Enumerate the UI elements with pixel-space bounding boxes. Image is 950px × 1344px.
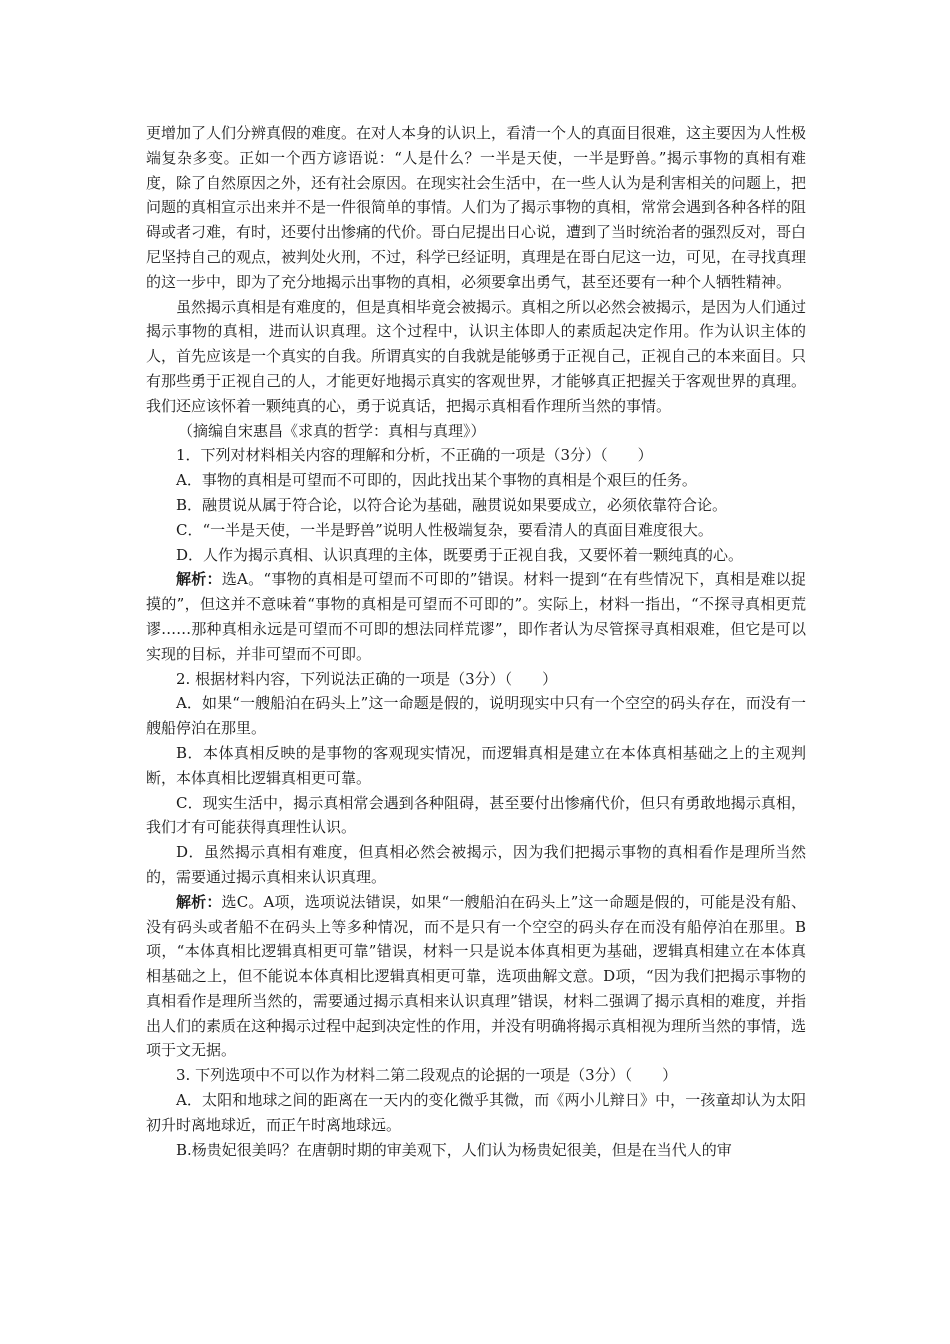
material-paragraph-1: 更增加了人们分辨真假的难度。在对人本身的认识上，看清一个人的真面目很难，这主要因为人性极端复杂多变。正如一个西方谚语说：“人是什么？一半是天使，一半是野兽。”揭示事物的真相有难度，除了自然原因之外，还有社会原因。在现实社会生活中，在一些人认为是利害相关的问题上，把问题的真相宣示出来并不是一件很简单的事情。人们为了揭示事物的真相，常常会遇到各种各样的阻碍或者刁难，有时，还要付出惨痛的代价。哥白尼提出日心说，遭到了当时统治者的强烈反对，哥白尼坚持自己的观点，被判处火刑，不过，科学已经证明，真理是在哥白尼这一边，可见，在寻找真理的这一步中，即为了充分地揭示出事物的真相，必须要拿出勇气，甚至还要有一种个人牺牲精神。 (146, 124, 807, 291)
q1-option-a: A．事物的真相是可望而不可即的，因此找出某个事物的真相是个艰巨的任务。 (176, 471, 697, 490)
material-source: （摘编自宋惠昌《求真的哲学：真相与真理》） (178, 421, 486, 440)
q2-stem: 2. 根据材料内容，下列说法正确的一项是（3分）（ ） (176, 669, 558, 688)
q2-analysis (146, 890, 806, 1064)
q2-option-d: D．虽然揭示真相有难度，但真相必然会被揭示，因为我们把揭示事物的真相看作是理所当然的，需要通过揭示真相来认识真理。 (146, 843, 806, 886)
q2-analysis-text: 选C。A项，选项说法错误，如果“一艘船泊在码头上”这一命题是假的，可能是没有船、没有码头或者船不在码头上等多种情况，而不是只有一个空空的码头存在而没有船停泊在那里。B项，“本体真相比逻辑真相更可靠”错误，材料一只是说本体真相更为基础，逻辑真相建立在本体真相基础之上，但不能说本体真相比逻辑真相更可靠，选项曲解文意。D项，“因为我们把揭示事物的真相看作是理所当然的，需要通过揭示真相来认识真理”错误，材料二强调了揭示真相的难度，并指出人们的素质在这种揭示过程中起到决定性的作用，并没有明确将揭示真相视为理所当然的事情，选项于文无据。 (146, 892, 807, 1060)
q1-analysis (146, 567, 806, 666)
q3-option-b: B.杨贵妃很美吗？在唐朝时期的审美观下，人们认为杨贵妃很美，但是在当代人的审 (176, 1140, 732, 1159)
q3-stem: 3. 下列选项中不可以作为材料二第二段观点的论据的一项是（3分）（ ） (176, 1066, 678, 1085)
q2-analysis-label: 解析： (176, 892, 222, 911)
q1-option-d: D．人作为揭示真相、认识真理的主体，既要勇于正视自我，又要怀着一颗纯真的心。 (176, 545, 744, 564)
q1-option-b: B．融贯说从属于符合论，以符合论为基础，融贯说如果要成立，必须依靠符合论。 (176, 495, 728, 514)
q2-option-b: B．本体真相反映的是事物的客观现实情况，而逻辑真相是建立在本体真相基础之上的主观判断，本体真相比逻辑真相更可靠。 (146, 743, 806, 787)
q1-analysis-text: 选A。“事物的真相是可望而不可即的”错误。材料一提到“在有些情况下，真相是难以捉摸的”，但这并不意味着“事物的真相是可望而不可即的”。实际上，材料一指出，“不探寻真相更荒谬……那种真相永远是可望而不可即的想法同样荒谬”，即作者认为尽管探寻真相艰难，但它是可以实现的目标，并非可望而不可即。 (146, 570, 806, 663)
q1-option-c: C．“一半是天使，一半是野兽”说明人性极端复杂，要看清人的真面目难度很大。 (176, 520, 713, 539)
q2-option-a: A．如果“一艘船泊在码头上”这一命题是假的，说明现实中只有一个空空的码头存在，而没有一艘船停泊在那里。 (146, 694, 806, 738)
q1-analysis-label: 解析： (176, 570, 222, 589)
q1-stem: 1．下列对材料相关内容的理解和分析，不正确的一项是（3分）（ ） (176, 446, 653, 465)
material-paragraph-2: 虽然揭示真相是有难度的，但是真相毕竟会被揭示。真相之所以必然会被揭示，是因为人们通过揭示事物的真相，进而认识真理。这个过程中，认识主体即人的素质起决定作用。作为认识主体的人，首先应该是一个真实的自我。所谓真实的自我就是能够勇于正视自己，正视自己的本来面目。只有那些勇于正视自己的人，才能更好地揭示真实的客观世界，才能够真正把握关于客观世界的真理。我们还应该怀着一颗纯真的心，勇于说真话，把揭示真相看作理所当然的事情。 (146, 297, 807, 415)
document-page (146, 121, 806, 1162)
q3-option-a: A．太阳和地球之间的距离在一天内的变化微乎其微，而《两小儿辩日》中，一孩童却认为太阳初升时离地球近，而正午时离地球远。 (146, 1091, 806, 1134)
q2-option-c: C．现实生活中，揭示真相常会遇到各种阻碍，甚至要付出惨痛代价，但只有勇敢地揭示真相，我们才有可能获得真理性认识。 (146, 793, 806, 837)
